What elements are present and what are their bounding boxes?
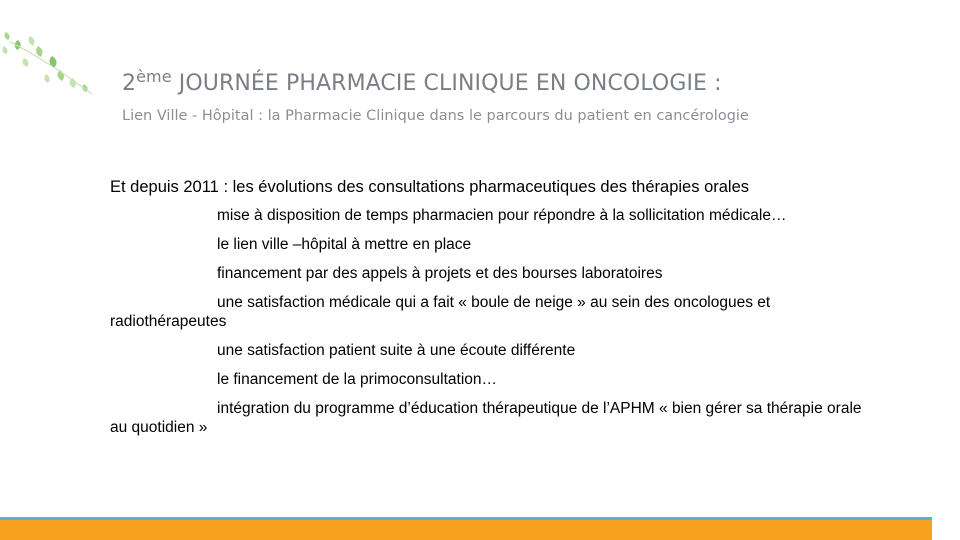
list-item: financement par des appels à projets et des bourses laboratoires — [217, 265, 663, 282]
footer-bar — [0, 517, 932, 540]
slide-body — [110, 176, 900, 447]
list-item: le financement de la primoconsultation… — [217, 371, 498, 388]
title-ordinal-suffix: ème — [136, 67, 172, 86]
title-main: JOURNÉE PHARMACIE CLINIQUE EN ONCOLOGIE : — [178, 71, 722, 96]
lead-text: Et depuis 2011 : les évolutions des consultations pharmaceutiques des thérapies orales — [110, 178, 750, 196]
list-item: le lien ville –hôpital à mettre en place — [217, 236, 472, 253]
title-ordinal: 2 — [122, 71, 137, 96]
slide-title — [122, 62, 749, 99]
list-item: intégration du programme d’éducation thérapeutique de l’APHM « bien gérer sa thérapie orale au quotidien » — [110, 400, 862, 436]
footer-bar-orange — [0, 520, 932, 540]
leaves-logo-icon — [0, 26, 105, 101]
slide-subtitle: Lien Ville - Hôpital : la Pharmacie Clinique dans le parcours du patient en cancérologie — [122, 108, 749, 124]
list-item: une satisfaction patient suite à une écoute différente — [217, 342, 576, 359]
list-item: mise à disposition de temps pharmacien pour répondre à la sollicitation médicale… — [217, 207, 787, 224]
slide-header — [122, 62, 749, 124]
evolution-list — [110, 206, 900, 437]
list-item: une satisfaction médicale qui a fait « boule de neige » au sein des oncologues et radiothérapeutes — [110, 294, 771, 330]
